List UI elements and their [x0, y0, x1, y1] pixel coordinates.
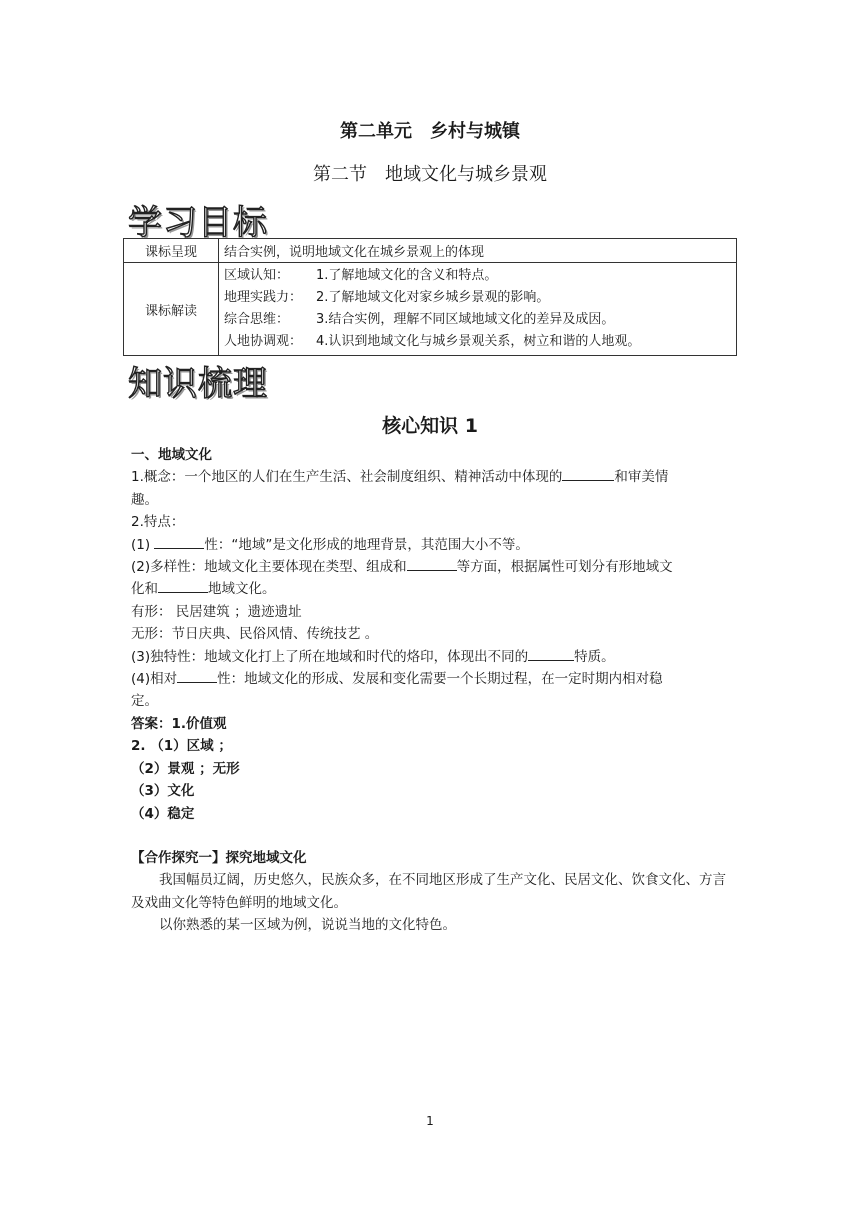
tangible-line: 有形： 民居建筑 ；遗迹遗址 [131, 603, 302, 620]
goal-line [224, 265, 731, 287]
feature-text: 化和 [131, 581, 158, 598]
goal-text: 1.了解地域文化的含义和特点。 [316, 268, 498, 283]
table-row [124, 239, 737, 263]
feature-text: (3)独特性：地域文化打上了所在地域和时代的烙印，体现出不同的 [131, 648, 529, 665]
concept-text: 1.概念：一个地区的人们在生产生活、社会制度组织、精神活动中体现的 [131, 469, 563, 486]
feature-text: (2)多样性：地域文化主要体现在类型、组成和 [131, 559, 407, 576]
feature-2 [131, 556, 731, 601]
explore-paragraph: 以你熟悉的某一区域为例，说说当地的文化特色。 [159, 917, 456, 934]
concept-text: 和审美情 [614, 469, 669, 486]
answer-line: （2）景观 ；无形 [131, 760, 240, 777]
learning-goals-heading: 学习目标 [128, 203, 268, 243]
features-heading: 2.特点： [131, 514, 185, 531]
answer-line: （4）稳定 [131, 805, 195, 822]
content-body [131, 444, 731, 937]
explore-paragraph: 我国幅员辽阔，历史悠久，民族众多，在不同地区形成了生产文化、民居文化、饮食文化、方言及戏曲文化等特色鲜明的地域文化。 [131, 872, 726, 911]
fill-blank [154, 534, 204, 549]
explore-title: 【合作探究一】探究地域文化 [131, 849, 307, 866]
knowledge-review-heading: 知识梳理 [128, 364, 268, 404]
goal-tag: 人地协调观： [224, 334, 303, 349]
core-knowledge-title: 核心知识 1 [382, 415, 478, 437]
answer-line: （3）文化 [131, 783, 195, 800]
fill-blank [528, 646, 574, 661]
feature-3 [131, 646, 731, 668]
section-title: 第二节 地域文化与城乡景观 [313, 164, 547, 185]
goal-line [224, 287, 731, 309]
feature-text: 性：“地域”是文化形成的地理背景，其范围大小不等。 [204, 536, 529, 553]
concept-paragraph [131, 466, 731, 511]
answer-line: 答案：1.价值观 [131, 715, 227, 732]
concept-text: 趣。 [131, 491, 158, 508]
goal-text: 4.认识到地域文化与城乡景观关系，树立和谐的人地观。 [316, 334, 641, 349]
goal-line [224, 331, 731, 353]
table-row [124, 263, 737, 356]
feature-text: 地域文化。 [208, 581, 276, 598]
interpretation-cell [219, 263, 737, 356]
goal-text: 2.了解地域文化对家乡城乡景观的影响。 [316, 290, 550, 305]
intangible-line: 无形：节日庆典、民俗风情、传统技艺 。 [131, 626, 379, 643]
feature-4 [131, 668, 731, 713]
unit-title: 第二单元 乡村与城镇 [340, 121, 520, 142]
feature-text: 定。 [131, 693, 158, 710]
goal-tag: 综合思维： [224, 312, 290, 327]
feature-text: 特质。 [574, 648, 615, 665]
fill-blank [158, 578, 208, 593]
regional-culture-heading: 一、地域文化 [131, 447, 212, 463]
row-label-interpretation: 课标解读 [124, 263, 219, 356]
feature-text: 等方面，根据属性可划分有形地域文 [456, 559, 673, 576]
feature-text: (4)相对 [131, 671, 178, 688]
goal-text: 3.结合实例，理解不同区域地域文化的差异及成因。 [316, 312, 615, 327]
goals-table [123, 238, 737, 356]
goal-tag: 地理实践力： [224, 290, 303, 305]
row-label-standard: 课标呈现 [124, 239, 219, 263]
fill-blank [562, 466, 614, 481]
answer-line: 2. （1）区域 ； [131, 738, 232, 755]
fill-blank [177, 668, 217, 683]
feature-text: 性：地域文化的形成、发展和变化需要一个长期过程，在一定时期内相对稳 [217, 671, 663, 688]
page-number: 1 [426, 1114, 434, 1128]
goal-tag: 区域认知： [224, 268, 290, 283]
goal-line [224, 309, 731, 331]
fill-blank [407, 556, 457, 571]
standard-text: 结合实例，说明地域文化在城乡景观上的体现 [219, 239, 737, 263]
feature-1 [131, 534, 731, 556]
feature-text: (1) [131, 536, 155, 553]
